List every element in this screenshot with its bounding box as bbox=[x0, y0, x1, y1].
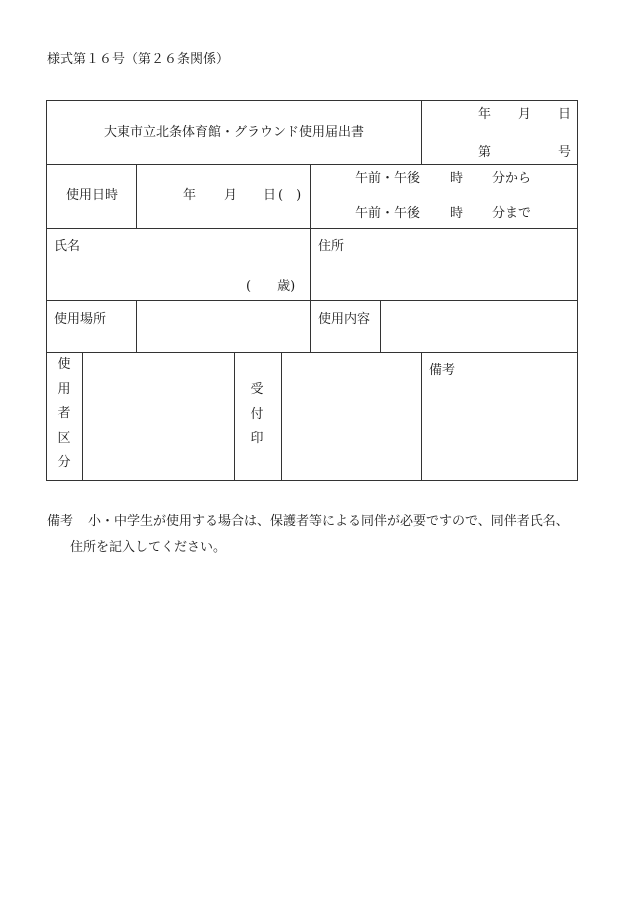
address-label: 住所 bbox=[318, 239, 345, 254]
date-year-label: 年 bbox=[478, 107, 492, 122]
footnote-line-1: 小・中学生が使用する場合は、保護者等による同伴が必要ですので、同伴者氏名、 bbox=[88, 514, 569, 529]
usage-day-label: 日 bbox=[263, 188, 277, 203]
date-day-label: 日 bbox=[558, 107, 572, 122]
to-minute-label: 分まで bbox=[492, 206, 532, 221]
form-number: 様式第１６号（第２６条関係） bbox=[47, 52, 230, 67]
date-month-label: 月 bbox=[518, 107, 532, 122]
from-minute-label: 分から bbox=[492, 171, 532, 186]
from-hour-label: 時 bbox=[450, 171, 464, 186]
to-ampm-label: 午前・午後 bbox=[355, 206, 421, 221]
content-label: 使用内容 bbox=[318, 312, 371, 327]
footnote-line-2: 住所を記入してください。 bbox=[70, 540, 227, 555]
footnote-label: 備考 bbox=[47, 514, 74, 529]
number-go-label: 号 bbox=[558, 145, 572, 160]
name-label: 氏名 bbox=[54, 239, 81, 254]
to-hour-label: 時 bbox=[450, 206, 464, 221]
user-category-label: 使 用 者 区 分 bbox=[57, 357, 71, 470]
usage-month-label: 月 bbox=[224, 188, 238, 203]
form-title: 大東市立北条体育館・グラウンド使用届出書 bbox=[103, 125, 364, 140]
age-paren: ( 歳) bbox=[246, 279, 296, 294]
place-label: 使用場所 bbox=[54, 312, 107, 327]
remarks-cell-label: 備考 bbox=[429, 363, 456, 378]
reception-stamp-label: 受 付 印 bbox=[250, 382, 264, 446]
usage-weekday-paren: ( ) bbox=[278, 188, 302, 203]
from-ampm-label: 午前・午後 bbox=[355, 171, 421, 186]
number-dai-label: 第 bbox=[478, 145, 492, 160]
usage-year-label: 年 bbox=[183, 188, 197, 203]
usage-datetime-label: 使用日時 bbox=[66, 188, 119, 203]
